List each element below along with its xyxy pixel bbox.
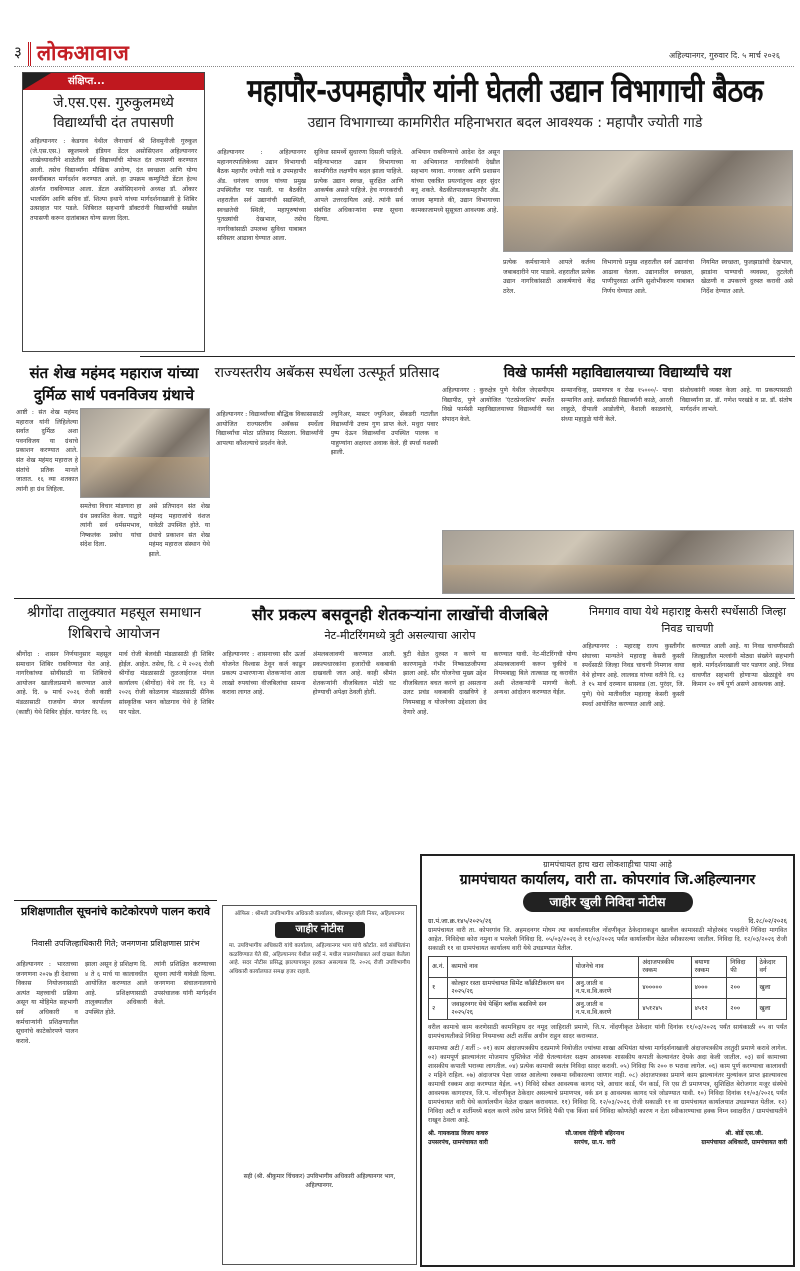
training-col-2: झाला असून हे प्रशिक्षण दि. ४ ते ६ मार्च या कालावधीत आयोजित करण्यात आले आहे. प्रशिक्षणासाठी तालुक्यातील अधिकारी उपस्थित होते.	[85, 961, 147, 1016]
col-header: अ.नं.	[429, 957, 448, 978]
nimgaon-col-2: करण्यात आली आहे. या निवड चाचणीसाठी जिल्ह्यातील मल्लांनी मोठ्या संख्येने सहभागी व्हावे. मार्गदर्शनाखाली पार पडणार आहे. निवड चाचणीत सहभागी होणाऱ्या खेळाडूंचे वय किमान २० वर्षे पूर्ण असणे आवश्यक आहे.	[691, 643, 794, 689]
tender-date: दि.२८/०२/२०२६	[748, 917, 787, 925]
training-col-1: अहिल्यानगर : भारताच्या जनगणना २०२७ ही देशाच्या विकास नियोजनासाठी अत्यंत महत्त्वाची प्रक्रिया असून या मोहिमेत सहभागी सर्व अधिकारी व कर्मचाऱ्यांनी प्रशिक्षणातील सूचनांचे काटेकोरपणे पालन करावे.	[16, 961, 78, 1045]
tender-office: ग्रामपंचायत कार्यालय, वारी ता. कोपरगांव जि.अहिल्यानगर	[459, 872, 756, 888]
sant-col-3: असे प्रतिपादन संत शेख महंमद महाराजांचे वंशज यावेळी उपस्थित होते. या ग्रंथाचे प्रकाशन संत शेख महंमद महाराज संस्थान येथे झाले.	[148, 503, 210, 558]
cell: अनु.जाती व न.प.व.वि.करणे	[572, 999, 639, 1020]
cell: २००	[727, 999, 756, 1020]
sant-headline: संत शेख महंमद महाराज यांच्या दुर्मिळ सार्थ पवनविजय ग्रंथाचे	[29, 364, 199, 404]
signatory-role: उपसरपंच, ग्रामपंचायत वारी	[428, 1139, 488, 1146]
vikhe-headline: विखे फार्मसी महाविद्यालयाच्या विद्यार्थ्यांचे यश	[503, 365, 732, 381]
training-headline: प्रशिक्षणातील सूचनांचे काटेकोरपणे पालन करावे	[21, 905, 210, 918]
newspaper-logo: लोकआवाज	[36, 41, 130, 65]
cell: ४५१२	[691, 999, 727, 1020]
shrigonda-headline: श्रीगोंदा तालुक्यात महसूल समाधान शिबिराचे आयोजन	[27, 605, 201, 642]
cell: खुला	[756, 978, 787, 999]
tender-title: जाहीर खुली निविदा नोटीस	[523, 892, 693, 912]
table-row	[429, 999, 787, 1020]
cell: २	[429, 999, 448, 1020]
notice-signature: सही (श्री. श्रीकुमार चिंचकर) उपविभागीय अधिकारी अहिल्यानगर भाग, अहिल्यानगर.	[243, 1173, 396, 1189]
solar-col-4: करण्यात यावी. नेट-मीटरिंगची योग्य अंमलबजावणी करून चुकीचे व नियमबाह्य बिले तात्काळ रद्द करावीत अशी शेतकऱ्यांनी मागणी केली. अन्यथा आंदोलन करण्यात येईल.	[493, 651, 577, 697]
lead-col-5: विभागाचे प्रमुख शहरातील सर्व उद्यानांचा आढावा घेतला. उद्यानातील स्वच्छता, पाणीपुरवठा आणि सुशोभीकरण याबाबत निर्णय घेण्यात आले.	[602, 259, 694, 295]
cell: १	[429, 978, 448, 999]
sant-photo	[80, 408, 210, 498]
col-header: योजनेचे नाव	[572, 957, 639, 978]
vikhe-col-1: अहिल्यानगर : कुरुक्षेत्र पुणे येथील जेएसपीएम विद्यापीठ, पुणे आयोजित 'एंटरप्रेनरशिप' स्पर्धेत विखे फार्मसी महाविद्यालयाच्या विद्यार्थ्यांनी यश संपादन केले.	[442, 387, 554, 423]
signatory-name: श्री. गायकवाड विजय कचरु	[428, 1130, 489, 1137]
brief-box	[22, 72, 205, 352]
cell: जवाहरनगर येथे पेव्हिंग ब्लॉक बसविणे सन २०२५/२६	[448, 999, 572, 1020]
training-cols	[16, 960, 216, 1265]
vikhe-col-3: संशोधकांनी व्यक्त केला आहे. या प्रकल्पासाठी विद्यार्थ्यांना प्रा. डॉ. गणेश परखंडे व प्रा. डॉ. संतोष मार्गदर्शन लाभले.	[680, 387, 792, 414]
signatory-name: सौ.जाधव रोहिणी बहिरनाथ	[565, 1130, 625, 1137]
training-col-3: त्यांनी प्रशिक्षित करण्याच्या सूचना त्यांनी यावेळी दिल्या. जनगणना संचालनालयाचे उपसंचालक यांनी मार्गदर्शन केले.	[154, 961, 216, 1007]
lead-columns-lower	[503, 258, 793, 353]
col-header: ठेकेदार वर्ग	[756, 957, 787, 978]
tender-table-header	[429, 957, 787, 978]
shrigonda-cols	[16, 650, 214, 895]
section-divider-3	[14, 900, 217, 901]
vikhe-cols	[442, 386, 792, 526]
col-header: कामाचे नाव	[448, 957, 572, 978]
page-number: ३	[14, 43, 22, 61]
vikhe-col-2: सन्मानचिन्ह, प्रमाणपत्र व रोख १५०००/- पाचा सन्मानित आहे. सर्वांसाठी विद्यार्थ्यांनी काळे, आरती लाहुळे, दीपाली आडोलीणे, वैशाली काळवांचे, संध्या महाडुळे यांनी केले.	[561, 387, 673, 423]
lead-columns	[217, 148, 500, 353]
cell: कोल्हार रस्ता ग्रामपंचायत सिमेंट काँक्रीटीकरण सन २०२५/२६	[448, 978, 572, 999]
brief-label: संक्षिप्त...	[23, 73, 204, 90]
tender-table	[428, 956, 787, 1020]
abacus-col-2: ज्युनिअर, मास्टर ज्युनिअर, सेंकडरी गटातील विद्यार्थ्यांनी उत्तम गुण प्राप्त केले. मधुरा पवार पुष्प देऊन विद्यार्थ्यांना उपस्थित पालक व पाहुण्यांना अक्षरशः अवाक केले. ही स्पर्धा यशस्वी झाली.	[330, 411, 438, 457]
notice-title: जाहीर नोटीस	[275, 922, 365, 938]
tender-tagline: ग्रामपंचायत हाच खरा लोकशाहीचा पाया आहे	[543, 860, 672, 869]
shrigonda-col-2: मार्च रोजी बेलवंडी मंडळासाठी ही शिबिर होईल. आहेत. तसेच, दि. ८ मे २०२६ रोजी श्रीगोंदा मंडळासाठी तुळजाईराज मंगल कार्यालय (श्रीगोंदा) येथे तर दि. १३ मे २०२६ रोजी कोळगाव मंडळासाठी सैनिक सांस्कृतिक भवन कोळगाव येथे हे शिबिर पार पडेल.	[118, 651, 214, 716]
solar-cols	[222, 650, 577, 850]
cell: खुला	[756, 999, 787, 1020]
masthead-divider	[28, 42, 31, 66]
meeting-photo	[503, 150, 793, 252]
tender-ref-row	[428, 916, 787, 926]
masthead	[14, 36, 794, 66]
notice-body: मा. उपविभागीय अधिकारी यांचे कार्यालय, अहिल्यानगर भाग यांचे कोर्टात. सर्व संबंधितांना कळविण्यात येते की, अहिल्यानगर येथील सर्व्हे नं. मधील मालमत्तेबाबत अर्ज दाखल केलेला आहे. सदर नोटीस प्रसिद्ध झाल्यापासून हरकत असल्यास दि. २०२६ रोजी उपविभागीय अधिकारी कार्यालयात समक्ष हजर राहावे.	[229, 943, 410, 975]
solar-col-3: त्रुटी वेळेत दुरुस्त न करणे या कारणामुळे गंभीर निष्काळजीपणा झाला आहे. सौर योजनेचा मुख्य उद्देश वीजबिलात बचत करणे हा असताना उलट प्रचंड थकबाकी दाखविणे हे नियमबाह्य व योजनेच्या उद्देशाला छेद देणारे आहे.	[403, 651, 487, 716]
vikhe-photo	[442, 530, 794, 594]
lead-headline: महापौर-उपमहापौर यांनी घेतली उद्यान विभागाची बैठक	[247, 73, 763, 110]
cell: अनु.जाती व न.प.व.वि.करणे	[572, 978, 639, 999]
solar-col-2: अंमलबजावणी करण्यात आली. प्रकल्पधारकांना हजारोंची थकबाकी दाखवली जात आहे. काही श्रीमंत शेतकऱ्यांनी वीजबिलात मोठी घट होण्याची अपेक्षा ठेवली होती.	[312, 651, 396, 697]
tender-terms: कामाच्या अटी / शर्ती :- ०१) काम अंदाजपत्रकीय दरप्रमाणे नियोजीत ज्यांच्या शाखा अभियंता यांच्या मार्गदर्शनाखाली अंदाजपत्रकीय तरतुदी प्रमाणे करावे लागेल. ०२) कामपूर्ण झाल्यानंतर मोजमाप पुस्तिकेत नोंदी घेतल्यानंतर सक्षम आवश्यक शासकीय कपाती केल्यानंतर देयके अदा केली जातील. ०३) सर्व कामाच्या शासकीय कपाती भराव्या लागतील. ०४) प्रत्येक कामाची स्वतंत्र निविदा सादर करावी. ०५) निविदा फि २०० रु भरावा लागेल. ०६) काम पूर्ण करण्याचा कालावधी २ महिने राहिल. ०७) अंदाजपत्र पेक्षा जास्त आलेल्या रक्कमा स्वीकारल्या जाणार नाही. ०८) अंदाजपत्रका प्रमाणे काम झाल्यानंतर मुल्यांकन प्राप्त झाल्यावरच कामाची रक्कम अदा करण्यात येईल. ०९) निविदे सोबत आवश्यक कागद पत्रे, आधार कार्ड, पॅन कार्ड, जि एस टी प्रमाणपत्र, सुशिक्षित बेरोजगार मजूर संस्थेचे आवश्यक कागदपत्र, जि.प. नोंदणीकृत ठेकेदार असल्याचे प्रमाणपत्र, वर्क डन इ आवश्यक कागद पत्रे जोडण्यात यावी. १०) निविदा दिनांक ११/०३/२०२६ पर्यंत ग्रामपंचायत वारी येथे कार्यालयीन वेळेत दाखल करावयात. ११) निविदा दि. १२/०३/२०२६ रोजी सकाळी ११ वा ग्रामपंचायत कार्यालयात उघडण्यात येतील. १२) निविदा अटी व शर्तीमध्ये बदल करणे तसेच प्राप्त निविदे पैकी एक किंवा सर्व निविदा कोणतेही कारण न देता स्वीकारण्याचा हक्क निम्न स्वाक्षरीत / ग्रामपंचायतीने राखून ठेवला आहे.	[428, 1045, 787, 1124]
sant-col-a	[16, 408, 78, 593]
shrigonda-col-1: श्रीगोंदा : शासन निर्णयानुसार महसूल समाधान शिबिर राबविण्यात येत आहे. नागरिकांच्या सोयीसाठी या शिबिराचे आयोजन खालीलप्रमाणे करण्यात आले आहे. दि. ७ मार्च २०२६ रोजी काष्टी मंडळासाठी राजयोग मंगल कार्यालय (काष्टी) येथे शिबिर होईल. यानंतर दि. १६	[16, 651, 112, 716]
abacus-cols	[216, 410, 438, 595]
cell: ४५१२४५	[639, 999, 691, 1020]
signatory-name: श्री. बोर्डे एस.जी.	[725, 1130, 764, 1137]
training-subheadline: निवासी उपजिल्हाधिकारी गिते; जनगणना प्रशिक्षणास प्रारंभ	[31, 939, 200, 948]
tender-ref-no: ग्रा.पं.जा.क्र.१४५/२०२५/२६	[428, 917, 492, 925]
masthead-rule	[14, 66, 794, 67]
lead-col-1: अहिल्यानगर : अहिल्यानगर महानगरपालिकेच्या उद्यान विभागाची बैठक महापौर ज्योती गाडे व उपमहापौर ॲड. धनंजय जाधव यांच्या प्रमुख उपस्थितीत पार पडली. या बैठकीत शहरातील सर्व उद्यानांची सद्यस्थिती, स्वच्छतेची स्थिती, महापुरुषांच्या पुतळ्यांची देखभाल, तसेच नागरिकांसाठी उपलब्ध सुविधा याबाबत सविस्तर आढावा घेण्यात आला.	[217, 149, 306, 243]
solar-headline: सौर प्रकल्प बसवूनही शेतकऱ्यांना लाखोंची वीजबिले	[251, 605, 549, 624]
lead-col-6: नियमित स्वच्छता, फुलझाडांची देखभाल, झाडांना पाण्याची व्यवस्था, तुटलेली खेळणी व उपकरणे दुरुस्त करावी असे निर्देश देण्यात आले.	[701, 259, 793, 295]
tender-note: वरील कामाचे काम करणेसाठी कामनिहाय दर नमूद जाहिराती प्रमाणे, जि.प. नोंदणीकृत ठेकेदार यांनी दिनांक ११/०३/२०२६ पर्यंत सायंकाळी ०५ वा पर्यंत ग्रामपंचायतीकडे निविदा नियमाच्या अटी शर्तीस अधीन राहून सादर कराव्यात.	[428, 1024, 787, 1040]
section-divider-2	[14, 598, 795, 599]
sant-col-2: समतेचा विचार मांडणारा हा ग्रंथ प्रकाशित केला. याद्वारे त्यांनी सर्व धर्मसमभाव, निष्कलंक प्रबोध यांचा संदेश दिला.	[80, 503, 142, 549]
abacus-col-1: अहिल्यानगर : विद्यार्थ्यांच्या बौद्धिक विकासासाठी आयोजित राज्यस्तरीय अबॅकस स्पर्धेला विद्यार्थ्यांचा मोठा प्रतिसाद मिळाला. विद्यार्थ्यांनी आपल्या कौशल्याचे प्रदर्शन केले.	[216, 411, 324, 447]
lead-col-4: प्रत्येक कर्मचाऱ्याने आपले कर्तव्य जबाबदारीने पार पाडावे. शहरातील प्रत्येक उद्यान नागरिकांसाठी आकर्षणाचे केंद्र ठरेल.	[503, 259, 595, 295]
tender-notice	[420, 854, 795, 1267]
solar-col-1: अहिल्यानगर : शासनाच्या सौर ऊर्जा योजनेत विश्वास ठेवून कर्ज काढून प्रकल्प उभारणाऱ्या शेतकऱ्यांना आता लाखो रुपयांच्या वीजबिलांचा सामना करावा लागत आहे.	[222, 651, 306, 697]
nimgaon-headline: निमगाव वाघा येथे महाराष्ट्र केसरी स्पर्धेसाठी जिल्हा निवड चाचणी	[589, 605, 786, 635]
nimgaon-cols	[582, 642, 794, 847]
signatory	[565, 1129, 624, 1147]
col-header: निविदा फी	[727, 957, 756, 978]
lead-col-2: सुविधा सामर्थ्ये सुधारणा दिसली पाहिजे. महिन्याभरात उद्यान विभागाच्या कामगिरीत लक्षणीय बदल झाला पाहिजे. प्रत्येक उद्यान स्वच्छ, सुरक्षित आणि आकर्षक असले पाहिजे. हेच नगरकरांची आपले उत्तरदायित्व आहे. त्यांनी सर्व संबंधित अधिकाऱ्यांना स्पष्ट सूचना दिल्या.	[314, 149, 403, 224]
abacus-headline: राज्यस्तरीय अबॅकस स्पर्धेला उत्स्फूर्त प्रतिसाद	[214, 365, 440, 381]
col-header: अंदाजपत्रकीय रक्कम	[639, 957, 691, 978]
signatory-role: ग्रामपंचायत अधिकारी, ग्रामपंचायत वारी	[701, 1139, 787, 1146]
solar-subheadline: नेट-मीटरिंगमध्ये त्रुटी असल्याचा आरोप	[324, 629, 476, 642]
public-notice	[222, 905, 417, 1265]
lead-subheadline: उद्यान विभागाच्या कामगिरीत महिनाभरात बदल आवश्यक : महापौर ज्योती गाडे	[307, 115, 703, 131]
tender-signatories	[428, 1129, 787, 1147]
tender-intro: ग्रामपंचायत वारी ता. कोपरगांव जि. अहमदनगर मोघम त्या कार्यालयातील नोंदणीकृत ठेकेदाराकडून खालील कामासाठी मोहोरबंद पध्दतीने निविदा मागवित आहेत. निविदेचा कोरा नमुना व भरलेली निविदा दि. ०५/०३/२०२६ ते ११/०३/२०२६ पर्यंत कार्यालयीन वेळेत स्वीकारल्या जातील. निविदा दि. १२/०३/२०२६ रोजी सकाळी ११ वा ग्रामपंचायत कार्यालय वारी येथे उघडण्यात येतील.	[428, 927, 787, 952]
brief-title: जे.एस.एस. गुरुकुलमध्ये विद्यार्थ्यांची दंत तपासणी	[53, 95, 174, 131]
section-divider	[140, 356, 795, 357]
signatory	[701, 1129, 787, 1147]
col-header: बयाणा रक्कम	[691, 957, 727, 978]
signatory-role: सरपंच, ग्रा.प. वारी	[574, 1139, 616, 1146]
sant-cols	[80, 502, 210, 592]
brief-body: अहिल्यानगर : केडगाव येथील जैनाचार्य श्री शिवमुनीजी गुरुकुल (जे.एस.एस.) स्कूलमध्ये इंडियन डेंटल असोसिएशन अहिल्यानगर शाखेच्यावतीने शाळेतील सर्व विद्यार्थ्यांची मोफत दंत तपासणी करण्यात आली. तसेच विद्यार्थ्यांना मौखिक आरोग्य, दंत स्वच्छता आणि योग्य सवयींबाबत मार्गदर्शन करण्यात आले. हा उपक्रम कम्युनिटी डेंटल हेल्थ अंतर्गत राबविण्यात आला. डेंटल असोसिएशनचे अध्यक्ष डॉ. ओंकार भालसिंग आणि सचिव डॉ. शिल्पा इथापे यांच्या मार्गदर्शनाखाली हे शिबिर उत्साहात पार पडले. शिबिरात सहभागी डॉक्टरांनी विद्यार्थ्यांची सखोल तपासणी करून दातांबाबत योग्य सल्ला दिला.	[30, 138, 197, 222]
cell: ४०००००	[639, 978, 691, 999]
cell: २००	[727, 978, 756, 999]
table-row	[429, 978, 787, 999]
lead-col-3: अभियान राबविण्याचे आदेश देत असून या अभियानात नागरिकांनी देखील सहभाग घ्यावा. नगरकर आणि प्रशासन यांच्या एकत्रित प्रयत्नांतूनच शहर सुंदर बनू शकते. बैठकीतपालकमहापौर ॲड. जाधव म्हणाले की, उद्यान विभागाच्या कामकाजामध्ये सुसूत्रता आवश्यक आहे.	[411, 149, 500, 214]
nimgaon-col-1: अहिल्यानगर : महाराष्ट्र राज्य कुस्तीगीर संघाच्या मान्यतेने महाराष्ट्र केसरी कुस्ती स्पर्धेसाठी जिल्हा निवड चाचणी निमगाव वाघा येथे होणार आहे. लालवड यांच्या वतीने दि. १३ ते १५ मार्च दरम्यान सासवड (ता. पुरंदर, जि. पुणे) येथे मातीवरील महाराष्ट्र केसरी कुस्ती स्पर्धा आयोजित करण्यात आली आहे.	[582, 643, 685, 708]
notice-address: ऑफिस : श्रीमती उपविभागीय अधिकारी कार्यालय, श्रीरामपूर व्हॅली नियर, अहिल्यानगर	[234, 911, 405, 917]
cell: ४०००	[691, 978, 727, 999]
signatory	[428, 1129, 488, 1147]
dateline: अहिल्यानगर, गुरुवार दि. ५ मार्च २०२६	[669, 51, 780, 60]
sant-col-1: आष्टी : संत शेख महंमद महाराज यांनी लिहिलेल्या सर्वात दुर्मिळ अशा पवनविजय या ग्रंथाचे प्रकाशन करण्यात आले. संत शेख महंमद महाराज हे संतांचे प्रतिक मानले जातात. १६ व्या शतकात त्यांनी हा ग्रंथ लिहिला.	[16, 409, 78, 493]
